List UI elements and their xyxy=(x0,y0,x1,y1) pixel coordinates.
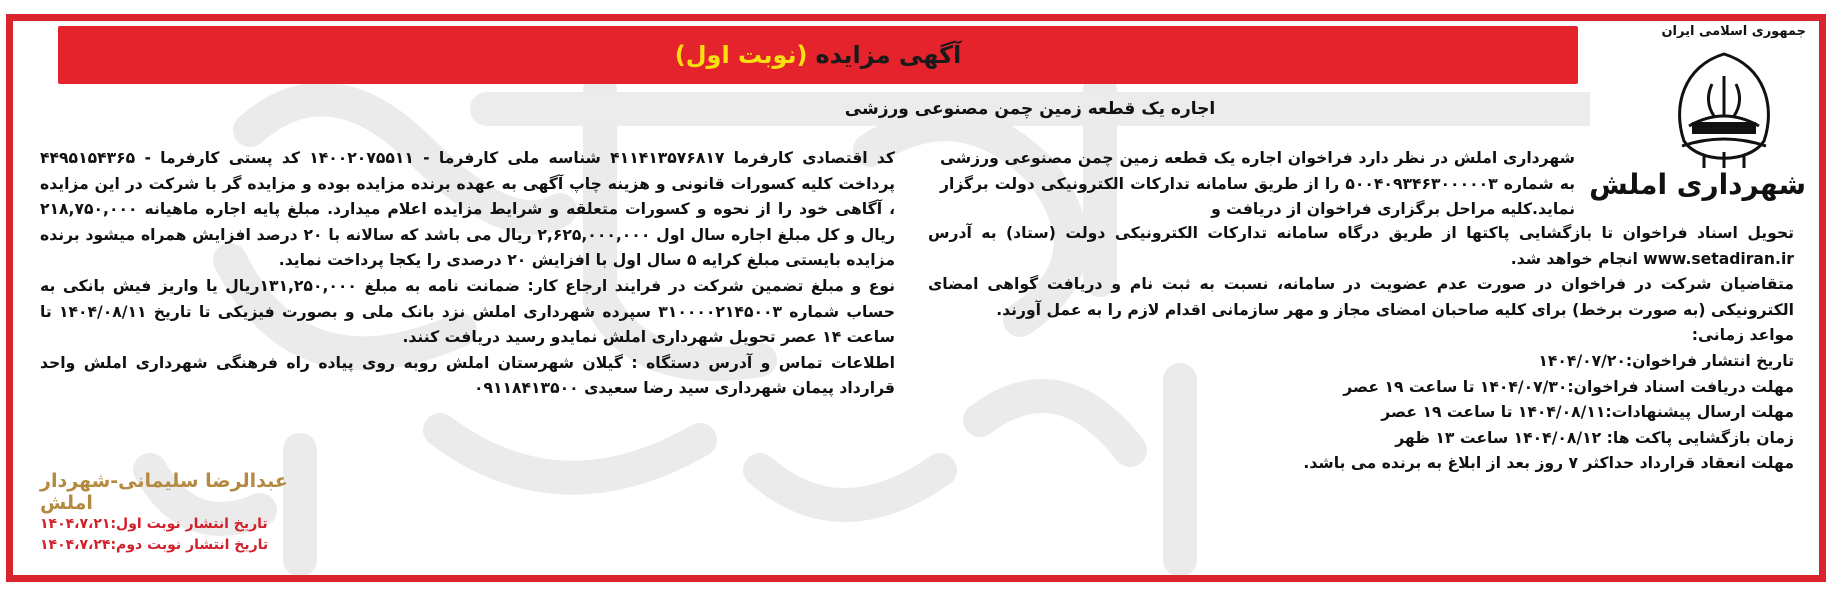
schedule-item: زمان بازگشایی پاکت ها: ۱۴۰۴/۰۸/۱۲ ساعت ۱۳ ظهر xyxy=(1395,428,1794,447)
intro-text: شهرداری املش در نظر دارد فراخوان اجاره یک قطعه زمین چمن مصنوعی ورزشی به شماره ۵۰۰۴۰۹۳۴۶۳۰۰۰۰۰۳ را از طریق سامانه تدارکات الکترونیکی دولت برگزار نماید.کلیه مراحل برگزاری فراخوان از دریافت و xyxy=(940,149,1575,219)
contact-info: اطلاعات تماس و آدرس دستگاه : گیلان شهرستان املش روبه روی پیاده راه فرهنگی شهرداری املش واحد قرارداد پیمان شهرداری سید رضا سعیدی ۰۹۱۱۸۴۱۳۵۰۰ xyxy=(40,353,895,398)
municipality-logo-text: شهرداری املش xyxy=(1589,168,1806,201)
guarantee-terms: نوع و مبلغ تضمین شرکت در فرایند ارجاع کار: ضمانت نامه به مبلغ ۱۳۱,۲۵۰,۰۰۰ریال یا واریز فیش بانکی به حساب شماره ۳۱۰۰۰۰۲۱۴۵۰۰۳ سپرده شهرداری املش نزد بانک ملی و بصورت فیزیکی تا تاریخ ۱۴۰۴/۰۸/۱۱ تا ساعت ۱۴ عصر تحویل شهرداری املش نمایدو رسید دریافت کنند. xyxy=(40,276,895,347)
ad-subtitle: اجاره یک قطعه زمین چمن مصنوعی ورزشی xyxy=(470,92,1590,126)
payment-terms: کد اقتصادی کارفرما ۴۱۱۴۱۳۵۷۶۸۱۷ شناسه ملی کارفرما - ۱۴۰۰۲۰۷۵۵۱۱ کد پستی کارفرما - ۴۴۹۵۱۵۴۳۶۵ پرداخت کلیه کسورات قانونی و هزینه چاپ آگهی به عهده برنده مزایده بوده و مزایده گر با شرکت در این مزایده ، آگاهی خود را از نحوه و کسورات متعلقه و شرایط مزایده اعلام میدارد. مبلغ پایه اجاره ماهیانه ۲۱۸,۷۵۰,۰۰۰ ریال و کل مبلغ اجاره سال اول ۲,۶۲۵,۰۰۰,۰۰۰ ریال می باشد که سالانه با ۲۰ درصد افزایش همراه میشود برنده مزایده بایستی مبلغ کرایه ۵ سال اول با افزایش ۲۰ درصدی را یکجا پرداخت نماید. xyxy=(40,149,895,270)
title-main: آگهی مزایده xyxy=(815,41,962,69)
signature-block xyxy=(40,470,340,556)
tender-process-text xyxy=(928,221,1794,272)
schedule-title: مواعد زمانی: xyxy=(1691,326,1794,345)
setad-link[interactable]: www.setadiran.ir xyxy=(1643,249,1794,268)
schedule-item: مهلت دریافت اسناد فراخوان:۱۴۰۴/۰۷/۳۰ تا ساعت ۱۹ عصر xyxy=(1343,377,1794,396)
registration-text: متقاضیان شرکت در فراخوان در صورت عدم عضویت در سامانه، نسبت به ثبت نام و دریافت گواهی امضای الکترونیکی (به صورت برخط) برای کلیه صاحبان امضای مجاز و مهر سازمانی اقدام لازم را به عمل آورند. xyxy=(928,275,1794,319)
title-round: (نوبت اول) xyxy=(674,41,808,69)
publish-date-first: تاریخ انتشار نوبت اول:۱۴۰۴،۷،۲۱ xyxy=(40,516,268,532)
right-column xyxy=(928,221,1794,477)
signer-name: عبدالرضا سلیمانی-شهردار املش xyxy=(40,470,288,514)
republic-label: جمهوری اسلامی ایران xyxy=(1661,24,1806,39)
publish-date-second: تاریخ انتشار نوبت دوم:۱۴۰۴،۷،۲۴ xyxy=(40,537,269,553)
process-text-end: انجام خواهد شد. xyxy=(1510,249,1638,268)
municipality-emblem-icon xyxy=(1664,46,1784,171)
left-column xyxy=(40,146,895,402)
intro-paragraph xyxy=(940,146,1575,223)
process-text: تحویل اسناد فراخوان تا بازگشایی پاکتها از طریق درگاه سامانه تدارکات الکترونیکی دولت (ستاد) به آدرس xyxy=(928,224,1794,242)
schedule-item: مهلت ارسال پیشنهادات:۱۴۰۴/۰۸/۱۱ تا ساعت ۱۹ عصر xyxy=(1381,403,1794,422)
schedule-item: مهلت انعقاد قرارداد حداکثر ۷ روز بعد از ابلاغ به برنده می باشد. xyxy=(1303,454,1794,473)
ad-title xyxy=(58,26,1578,84)
schedule-item: تاریخ انتشار فراخوان:۱۴۰۴/۰۷/۲۰ xyxy=(1538,351,1794,370)
